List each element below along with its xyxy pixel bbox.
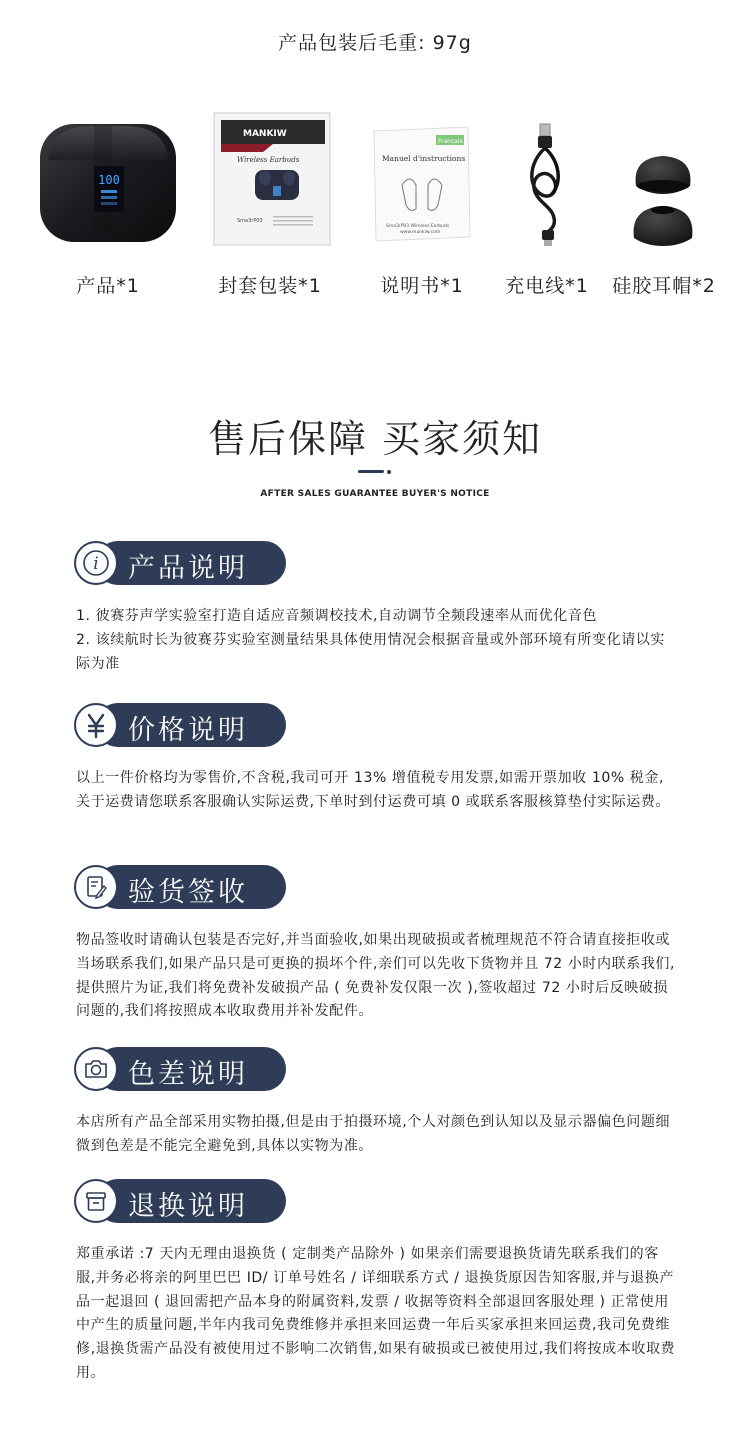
manual-icon xyxy=(372,125,472,243)
page-title: 售后保障 买家须知 xyxy=(207,417,543,461)
paragraph: 2. 该续航时长为彼赛芬实验室测量结果具体使用情况会根据音量或外部环境有所变化请以实际为准 xyxy=(76,631,666,672)
cable-icon xyxy=(520,122,570,248)
manual-line2: www.mankiw.com xyxy=(400,230,441,235)
title-underline xyxy=(358,470,384,473)
product-label-ear-tips: 硅胶耳帽*2 xyxy=(612,275,716,297)
section-body-inspection xyxy=(76,929,676,1024)
section-header-color xyxy=(74,1047,286,1091)
archive-box-icon xyxy=(74,1179,118,1223)
product-label-cable: 充电线*1 xyxy=(505,275,589,297)
svg-text:i: i xyxy=(93,554,99,574)
paragraph: 本店所有产品全部采用实物拍摄,但是由于拍摄环境,个人对颜色到认知以及显示器偏色问题细微到色差是不能完全避免到,具体以实物为准。 xyxy=(76,1114,671,1154)
section-header-product xyxy=(74,541,286,585)
yen-icon xyxy=(74,703,118,747)
paragraph: 物品签收时请确认包装是否完好,并当面验收,如果出现破损或者梳理规范不符合请直接拒收或当场联系我们,如果产品只是可更换的损坏个件,亲们可以先收下货物并且 72 小时内联系我们,提供照片为证,我们将免费补发破损产品 ( 免费补发仅限一次 ),签收超过 72 小时后反映破损问题的,我们将按照成本收取费用并补发配件。 xyxy=(76,932,676,1020)
section-title-return: 退换说明 xyxy=(128,1191,248,1222)
product-label-box: 封套包装*1 xyxy=(218,275,322,297)
case-display: 100 xyxy=(98,173,120,187)
manual-tag: Français xyxy=(438,138,463,145)
manual-title: Manuel d'instructions xyxy=(382,154,466,163)
section-header-price xyxy=(74,703,286,747)
paragraph: 郑重承诺 :7 天内无理由退换货 ( 定制类产品除外 ) 如果亲们需要退换货请先联系我们的客服,并务必将亲的阿里巴巴 ID/ 订单号姓名 / 详细联系方式 / 退换货原因告知客服,并与退换产品一起退回 ( 退回需把产品本身的附属资料,发票 / 收据等资料全部退回客服处理 ) 正常使用中产生的质量问题,半年内我司免费维修并承担来回运费一年后买家承担来回运费,我司免费维修,退换货需产品没有被使用过不影响二次销售,如果有破损或已被使用过,我们将按成本收取费用。 xyxy=(76,1246,676,1381)
edit-document-icon xyxy=(74,865,118,909)
section-header-return xyxy=(74,1179,286,1223)
box-brand: MANKIW xyxy=(243,129,287,139)
package-weight: 产品包装后毛重: 97g xyxy=(278,32,472,54)
section-title-product: 产品说明 xyxy=(128,553,248,584)
section-body-color xyxy=(76,1111,676,1159)
page-subtitle: AFTER SALES GUARANTEE BUYER'S NOTICE xyxy=(260,489,490,499)
section-title-color: 色差说明 xyxy=(128,1059,248,1090)
section-header-inspection xyxy=(74,865,286,909)
charging-case-icon xyxy=(38,120,178,245)
section-body-return xyxy=(76,1243,676,1386)
section-body-price xyxy=(76,767,676,815)
section-title-inspection: 验货签收 xyxy=(128,877,248,908)
title-dot xyxy=(387,470,391,474)
paragraph: 1. 彼赛芬声学实验室打造自适应音频调校技术,自动调节全频段速率从而优化音色 xyxy=(76,608,598,624)
ear-tips-icon xyxy=(628,150,698,250)
box-subtitle: Wireless Earbuds xyxy=(237,156,300,164)
paragraph: 以上一件价格均为零售价,不含税,我司可开 13% 增值税专用发票,如需开票加收 10% 税金,关于运费请您联系客服确认实际运费,下单时到付运费可填 0 或联系客服核算垫付实际运费。 xyxy=(76,770,671,810)
manual-line1: Sma3rP03 Wireless Earbuds xyxy=(386,224,450,229)
info-icon xyxy=(74,541,118,585)
gift-box-icon xyxy=(213,112,331,246)
product-label-earbuds: 产品*1 xyxy=(76,275,140,297)
product-label-manual: 说明书*1 xyxy=(380,275,464,297)
section-body-product xyxy=(76,605,676,676)
box-side-text: Sma3rP03 xyxy=(237,218,263,224)
camera-icon xyxy=(74,1047,118,1091)
section-title-price: 价格说明 xyxy=(128,715,248,746)
